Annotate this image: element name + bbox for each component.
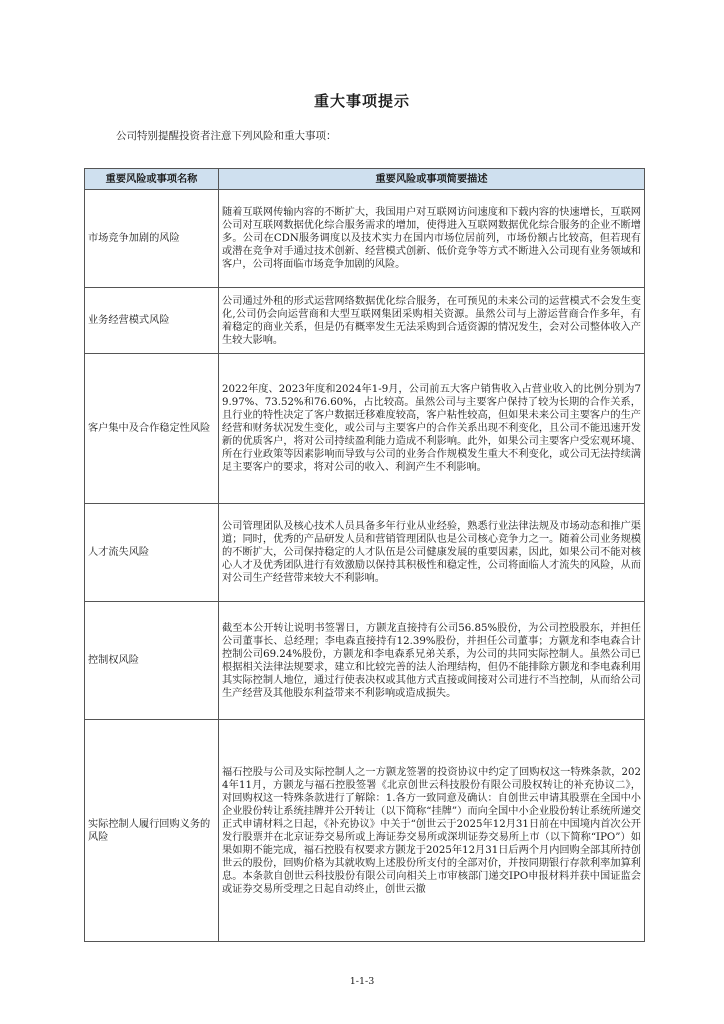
table-row [85, 602, 645, 720]
table-row [85, 190, 645, 288]
header-risk-desc: 重要风险或事项简要描述 [219, 169, 645, 190]
risk-description: 随着互联网传输内容的不断扩大，我国用户对互联网访问速度和下载内容的快速增长，互联网公司对互联网数据优化综合服务需求的增加，使得进入互联网数据优化综合服务的企业不断增多。公司在CDN服务调度以及技术实力在国内市场位居前列，市场份额占比较高，但若现有或潜在竞争对手通过技术创新、经营模式创新、低价竞争等方式不断进入公司现有业务领域和客户，公司将面临市场竞争加剧的风险。 [219, 190, 645, 288]
risk-name: 控制权风险 [85, 602, 219, 720]
risk-name: 业务经营模式风险 [85, 288, 219, 354]
risk-description: 公司通过外租的形式运营网络数据优化综合服务，在可预见的未来公司的运营模式不会发生变化,公司仍会向运营商和大型互联网集团采购相关资源。虽然公司与上游运营商合作多年，有着稳定的商业关系，但是仍有概率发生无法采购到合适资源的情况发生，会对公司整体收入产生较大影响。 [219, 288, 645, 354]
risk-name: 客户集中及合作稳定性风险 [85, 354, 219, 504]
table-row [85, 288, 645, 354]
table-header-row [85, 169, 645, 190]
table-row [85, 504, 645, 602]
intro-text: 公司特别提醒投资者注意下列风险和重大事项： [116, 130, 337, 142]
page-title: 重大事项提示 [313, 92, 410, 110]
risk-description: 2022年度、2023年度和2024年1-9月，公司前五大客户销售收入占营业收入的比例分别为79.97%、73.52%和76.60%，占比较高。虽然公司与主要客户保持了较为长期的合作关系，且行业的特性决定了客户数据迁移难度较高，客户粘性较高，但如果未来公司主要客户的生产经营和财务状况发生变化，或公司与主要客户的合作关系出现不利变化，且公司不能迅速开发新的优质客户，将对公司持续盈利能力造成不利影响。此外，如果公司主要客户受宏观环境、所在行业政策等因素影响而导致与公司的业务合作规模发生重大不利变化，或公司无法持续满足主要客户的要求，将对公司的收入、利润产生不利影响。 [219, 354, 645, 504]
risk-name: 市场竞争加剧的风险 [85, 190, 219, 288]
risk-table [84, 168, 645, 942]
risk-description: 截至本公开转让说明书签署日，方颢龙直接持有公司56.85%股份，为公司控股股东，并担任公司董事长、总经理；李电森直接持有12.39%股份，并担任公司董事；方颢龙和李电森合计控制公司69.24%股份，方颢龙和李电森系兄弟关系，为公司的共同实际控制人。虽然公司已根据相关法律法规要求，建立和比较完善的法人治理结构，但仍不能排除方颢龙和李电森利用其实际控制人地位，通过行使表决权或其他方式直接或间接对公司进行不当控制，从而给公司生产经营及其他股东利益带来不利影响或造成损失。 [219, 602, 645, 720]
table-row [85, 720, 645, 942]
table-row [85, 354, 645, 504]
risk-description: 公司管理团队及核心技术人员具备多年行业从业经验，熟悉行业法律法规及市场动态和推广渠道；同时，优秀的产品研发人员和营销管理团队也是公司核心竞争力之一。随着公司业务规模的不断扩大，公司保持稳定的人才队伍是公司健康发展的重要因素，因此，如果公司不能对核心人才及优秀团队进行有效激励以保持其积极性和稳定性，公司将面临人才流失的风险，从而对公司生产经营带来较大不利影响。 [219, 504, 645, 602]
risk-description: 福石控股与公司及实际控制人之一方颢龙签署的投资协议中约定了回购权这一特殊条款，2024年11月，方颢龙与福石控股签署《北京创世云科技股份有限公司股权转让的补充协议二》，对回购权这一特殊条款进行了解除：1.各方一致同意及确认：自创世云申请其股票在全国中小企业股份转让系统挂牌并公开转让（以下简称“挂牌”）而向全国中小企业股份转让系统所递交正式申请材料之日起，《补充协议》中关于“创世云于2025年12月31日前在中国境内首次公开发行股票并在北京证券交易所或上海证券交易所或深圳证券交易所上市（以下简称“IPO”）如果如期不能完成，福石控股有权要求方颢龙于2025年12月31日后两个月内回购全部其所持创世云的股份，回购价格为其就收购上述股份所支付的全部对价，并按同期银行存款利率加算利息。本条款自创世云科技股份有限公司向相关上市审核部门递交IPO申报材料并获中国证监会或证券交易所受理之日起自动终止，创世云撤 [219, 720, 645, 942]
risk-name: 人才流失风险 [85, 504, 219, 602]
header-risk-name: 重要风险或事项名称 [85, 169, 219, 190]
page-number: 1-1-3 [349, 976, 375, 987]
risk-name: 实际控制人履行回购义务的风险 [85, 720, 219, 942]
